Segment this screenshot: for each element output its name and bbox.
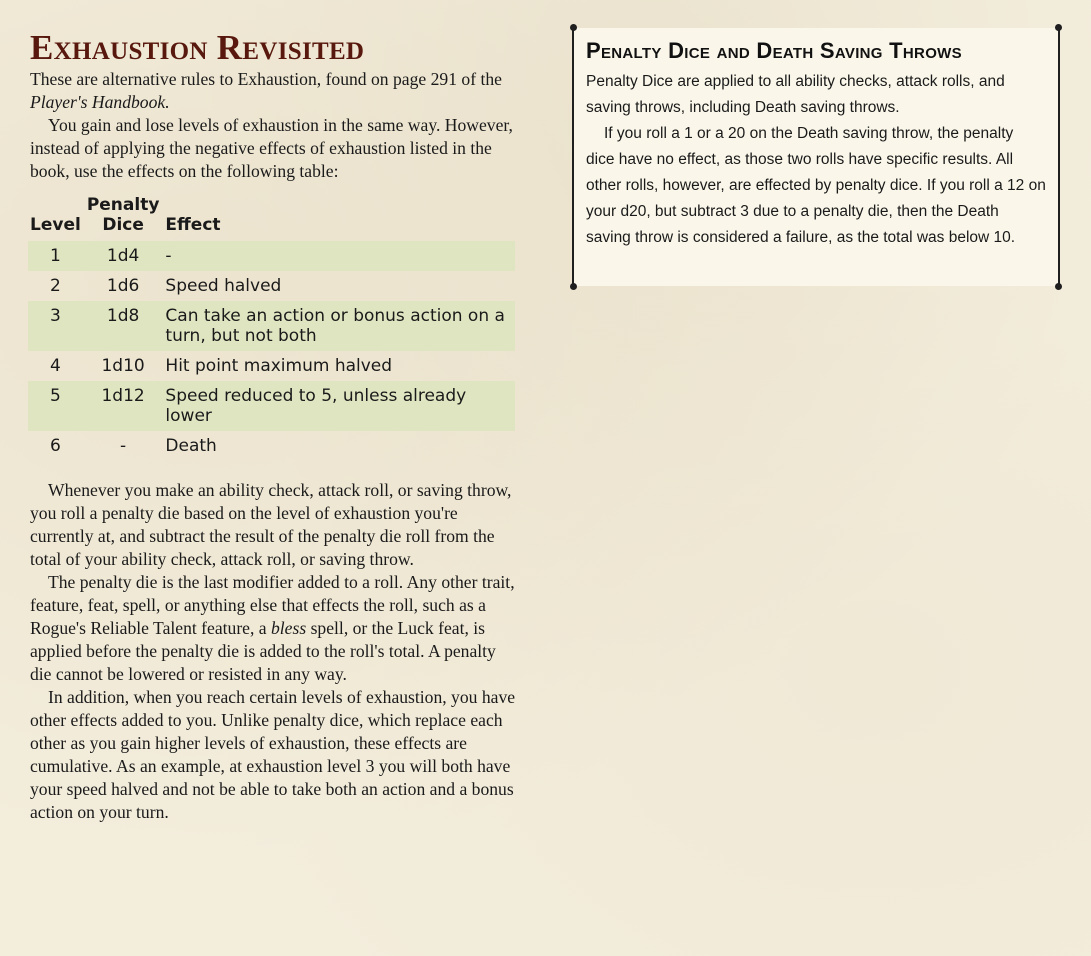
header-dice-top: Penalty <box>86 195 160 215</box>
paragraph-penalty-roll: Whenever you make an ability check, attack roll, or saving throw, you roll a penalty die based on the level of exhaustion you're currently at, and subtract the result of the penalty die roll from the total of your ability check, attack roll, or saving throw. <box>30 480 512 569</box>
corner-dot <box>570 283 577 290</box>
row-dice: 1d12 <box>85 381 164 431</box>
header-penalty-dice <box>85 195 164 241</box>
exhaustion-table <box>28 195 515 461</box>
row-effect: Hit point maximum halved <box>165 356 393 376</box>
intro-paragraph <box>30 68 516 114</box>
paragraph-penalty-order-a: The penalty die is the last modifier added to a roll. Any other trait, feature, feat, spell, or anything else that effects the roll, such as a Rogue's Reliable Talent feature, a <box>30 572 515 638</box>
page-title: Exhaustion Revisited <box>30 28 365 67</box>
paragraph-cumulative-effects: In addition, when you reach certain levels of exhaustion, you have other effects added to you. Unlike penalty dice, which replace each other as you gain higher levels of exhaustion, these effects are cumulative. As an example, at exhaustion level 3 you will both have your speed halved and not be able to take both an action and a bonus action on your turn. <box>30 687 516 822</box>
intro-text <box>30 68 516 183</box>
table-row <box>28 351 515 381</box>
rules-text <box>30 479 516 824</box>
header-level: Level <box>30 215 81 235</box>
table-row <box>28 271 515 301</box>
sidebar-paragraph-1: Penalty Dice are applied to all ability checks, attack rolls, and saving throws, including Death saving throws. <box>586 73 1005 116</box>
row-level: 4 <box>49 356 61 376</box>
sidebar-paragraph-2: If you roll a 1 or a 20 on the Death saving throw, the penalty dice have no effect, as those two rolls have specific results. All other rolls, however, are effected by penalty dice. If you roll a 12 on your d20, but subtract 3 due to a penalty die, then the Death saving throw is considered a failure, as the total was below 10. <box>586 125 1046 246</box>
sidebar-note <box>572 28 1060 286</box>
row-effect: Speed halved <box>165 276 282 296</box>
row-effect: Speed reduced to 5, unless already lower <box>163 381 515 431</box>
header-effect: Effect <box>165 215 221 235</box>
row-level: 5 <box>28 381 85 431</box>
row-level: 3 <box>28 301 85 351</box>
row-dice: 1d4 <box>85 241 164 271</box>
corner-dot <box>1055 24 1062 31</box>
intro-paragraph-2: You gain and lose levels of exhaustion in the same way. However, instead of applying the negative effects of exhaustion listed in the book, use the effects on the following table: <box>30 115 513 181</box>
row-level: 1 <box>28 241 85 271</box>
players-handbook-ref: Player's Handbook. <box>30 92 170 112</box>
table-row <box>28 301 515 351</box>
bless-spell-ref: bless <box>271 618 307 638</box>
row-dice: - <box>120 436 127 456</box>
paragraph-penalty-order <box>30 571 516 686</box>
paragraph-penalty-order-b: spell, or the Luck feat, is applied before the penalty die is added to the roll's total. A penalty die cannot be lowered or resisted in any way. <box>30 618 496 684</box>
row-dice: 1d8 <box>85 301 164 351</box>
table-row <box>28 431 515 461</box>
row-effect: - <box>163 241 515 271</box>
table-row <box>28 241 515 271</box>
intro-text-a: These are alternative rules to Exhaustion, found on page 291 of the <box>30 69 502 89</box>
row-effect: Death <box>165 436 217 456</box>
sidebar-title: Penalty Dice and Death Saving Throws <box>586 38 962 63</box>
row-dice: 1d10 <box>101 356 145 376</box>
main-column <box>30 28 516 824</box>
corner-dot <box>1055 283 1062 290</box>
table-header-row <box>28 195 515 241</box>
row-effect: Can take an action or bonus action on a turn, but not both <box>163 301 515 351</box>
corner-dot <box>570 24 577 31</box>
row-level: 2 <box>49 276 61 296</box>
row-dice: 1d6 <box>106 276 140 296</box>
row-level: 6 <box>49 436 61 456</box>
table-row <box>28 381 515 431</box>
header-dice-bottom: Dice <box>102 215 144 235</box>
